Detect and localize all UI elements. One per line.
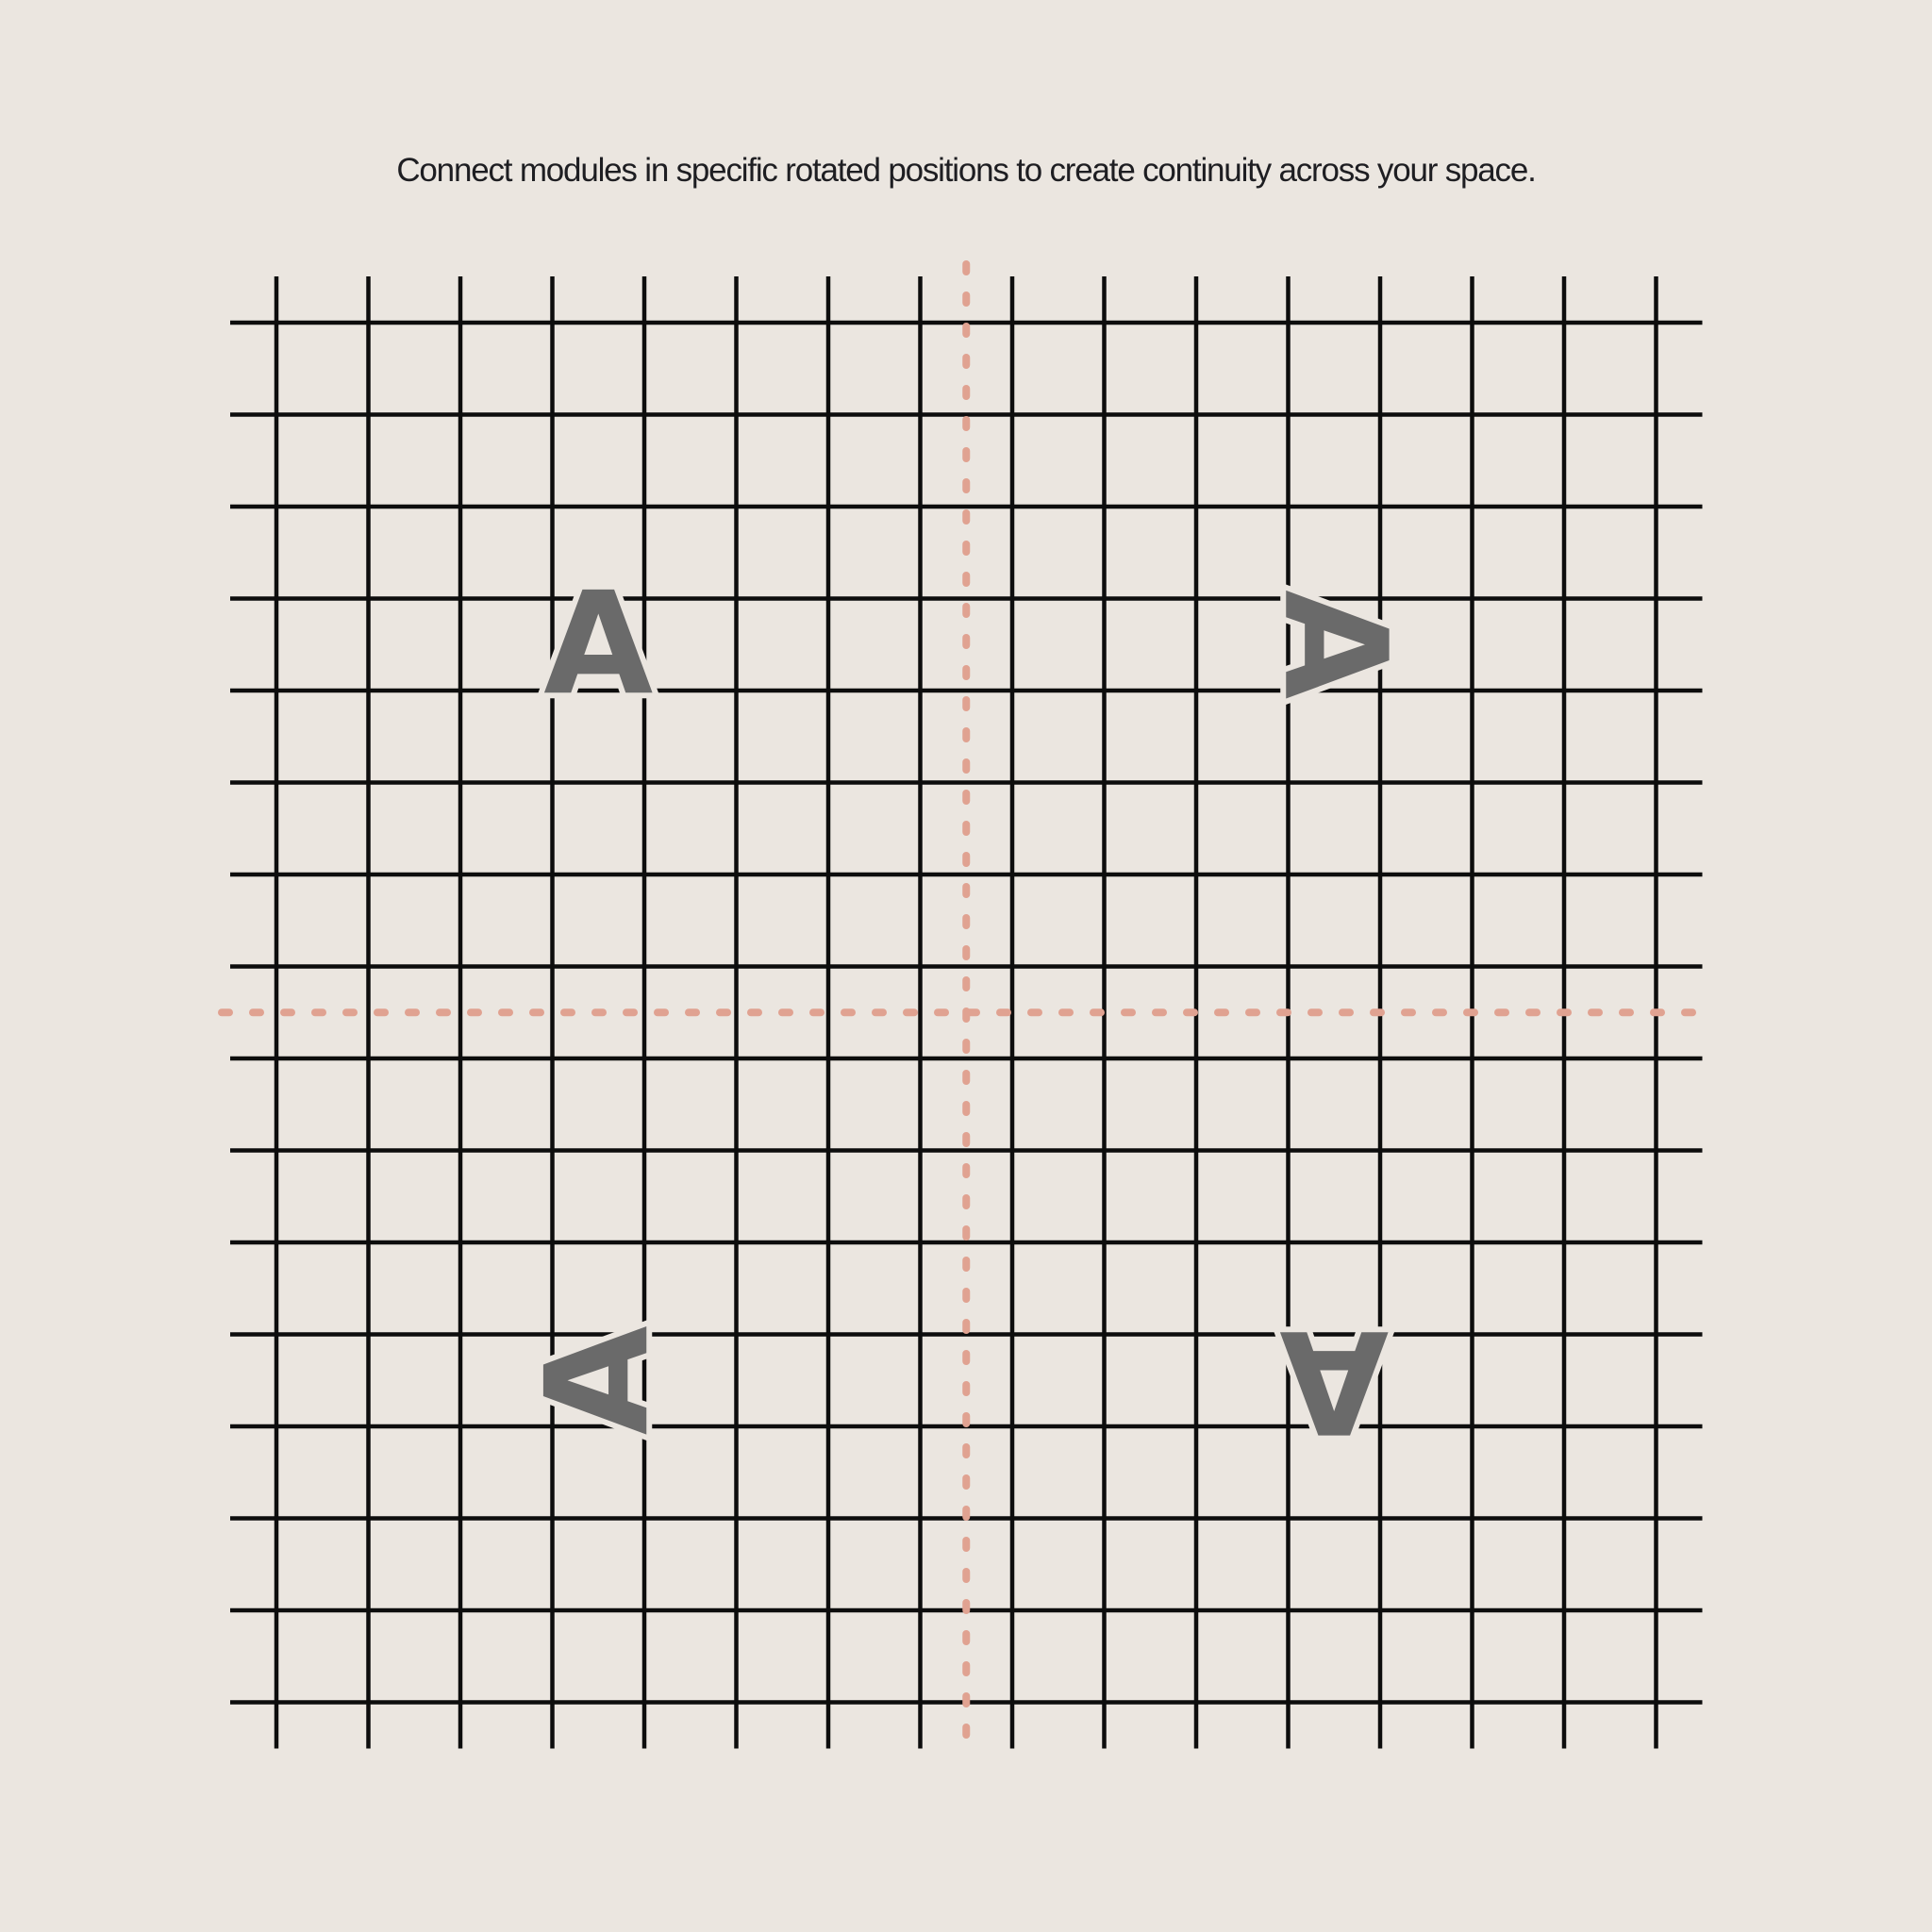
module-letter: A [516, 1325, 681, 1436]
module-top-left [543, 562, 653, 726]
module-bottom-right [1279, 1298, 1389, 1462]
symmetry-axes [222, 264, 1707, 1753]
caption: Connect modules in specific rotated positions to create continuity across your space. [396, 152, 1536, 189]
module-top-right [1252, 590, 1416, 699]
module-letter: A [543, 562, 654, 727]
module-letter: A [1279, 1298, 1390, 1463]
module-letter: A [1252, 590, 1417, 700]
module-bottom-left [516, 1325, 680, 1435]
